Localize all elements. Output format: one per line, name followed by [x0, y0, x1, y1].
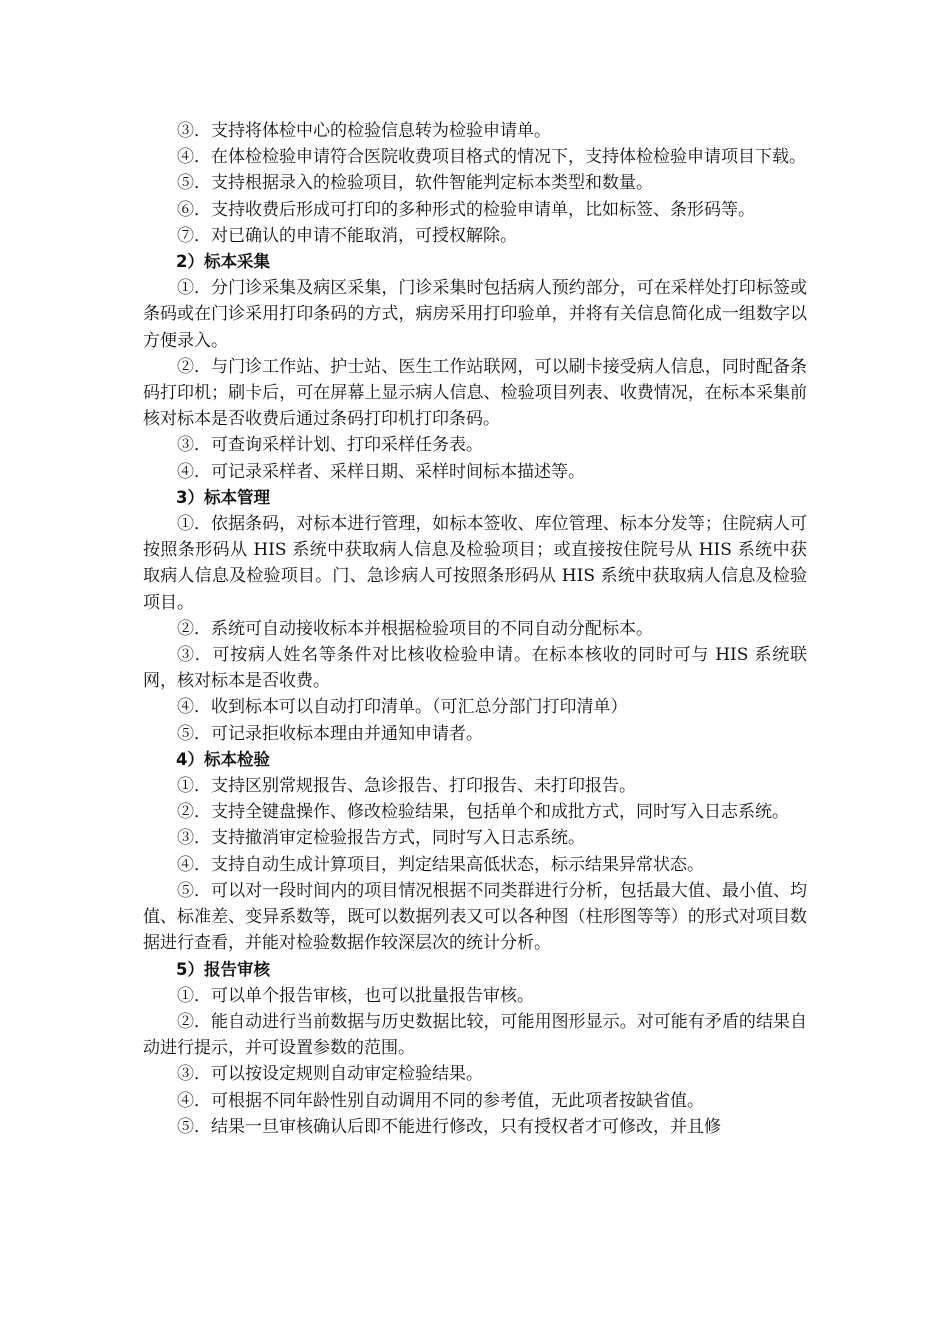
list-item: ①．可以单个报告审核，也可以批量报告审核。: [177, 985, 534, 1006]
list-item: ②．与门诊工作站、护士站、医生工作站联网，可以刷卡接受病人信息，同时配备条码打印机；刷卡后，可在屏幕上显示病人信息、检验项目列表、收费情况，在标本采集前核对标本是否收费后通过条码打印机打印条码。: [143, 356, 807, 430]
list-item: ④．支持自动生成计算项目，判定结果高低状态，标示结果异常状态。: [177, 854, 704, 875]
list-item: ③．支持撤消审定检验报告方式，同时写入日志系统。: [177, 828, 585, 849]
section-heading: 3）标本管理: [176, 487, 270, 507]
list-item: ④．在体检检验申请符合医院收费项目格式的情况下，支持体检检验申请项目下载。: [177, 147, 806, 168]
list-item: ⑤．可以对一段时间内的项目情况根据不同类群进行分析，包括最大值、最小值、均值、标准差、变异系数等，既可以数据列表又可以各种图（柱形图等等）的形式对项目数据进行查看，并能对检验数据作较深层次的统计分析。: [143, 880, 807, 954]
list-item: ④．收到标本可以自动打印清单。（可汇总分部门打印清单）: [177, 697, 628, 718]
list-item: ⑤．可记录拒收标本理由并通知申请者。: [177, 723, 483, 744]
document-page: [143, 118, 807, 1140]
list-item: ③．可查询采样计划、打印采样任务表。: [177, 435, 483, 456]
list-item: ②．能自动进行当前数据与历史数据比较，可能用图形显示。对可能有矛盾的结果自动进行提示，并可设置参数的范围。: [143, 1011, 807, 1059]
section-heading: 2）标本采集: [176, 252, 270, 272]
list-item: ⑥．支持收费后形成可打印的多种形式的检验申请单，比如标签、条形码等。: [177, 199, 755, 220]
list-item: ⑤．支持根据录入的检验项目，软件智能判定标本类型和数量。: [177, 173, 653, 194]
list-item: ②．系统可自动接收标本并根据检验项目的不同自动分配标本。: [177, 618, 653, 639]
list-item: ③．可以按设定规则自动审定检验结果。: [177, 1064, 483, 1085]
section-heading: 5）报告审核: [176, 959, 270, 979]
list-item: ④．可根据不同年龄性别自动调用不同的参考值，无此项者按缺省值。: [177, 1090, 704, 1111]
list-item: ⑦．对已确认的申请不能取消，可授权解除。: [177, 225, 517, 246]
list-item: ③．支持将体检中心的检验信息转为检验申请单。: [177, 121, 551, 141]
list-item: ①．支持区别常规报告、急诊报告、打印报告、未打印报告。: [177, 776, 636, 797]
list-item: ②．支持全键盘操作、修改检验结果，包括单个和成批方式，同时写入日志系统。: [177, 802, 789, 823]
section-heading: 4）标本检验: [176, 749, 270, 769]
list-item: ③．可按病人姓名等条件对比核收检验申请。在标本核收的同时可与 HIS 系统联网，核对标本是否收费。: [143, 645, 807, 692]
list-item: ①．分门诊采集及病区采集，门诊采集时包括病人预约部分，可在采样处打印标签或条码或在门诊采用打印条码的方式，病房采用打印验单，并将有关信息简化成一组数字以方便录入。: [143, 278, 807, 351]
list-item: ⑤．结果一旦审核确认后即不能进行修改，只有授权者才可修改，并且修: [177, 1116, 721, 1137]
list-item: ①．依据条码，对标本进行管理，如标本签收、库位管理、标本分发等；住院病人可按照条形码从 HIS 系统中获取病人信息及检验项目；或直接按住院号从 HIS 系统中获取病人信息及检验项目。门、急诊病人可按照条形码从 HIS 系统中获取病人信息及检验项目。: [143, 514, 807, 613]
list-item: ④．可记录采样者、采样日期、采样时间标本描述等。: [177, 461, 585, 482]
